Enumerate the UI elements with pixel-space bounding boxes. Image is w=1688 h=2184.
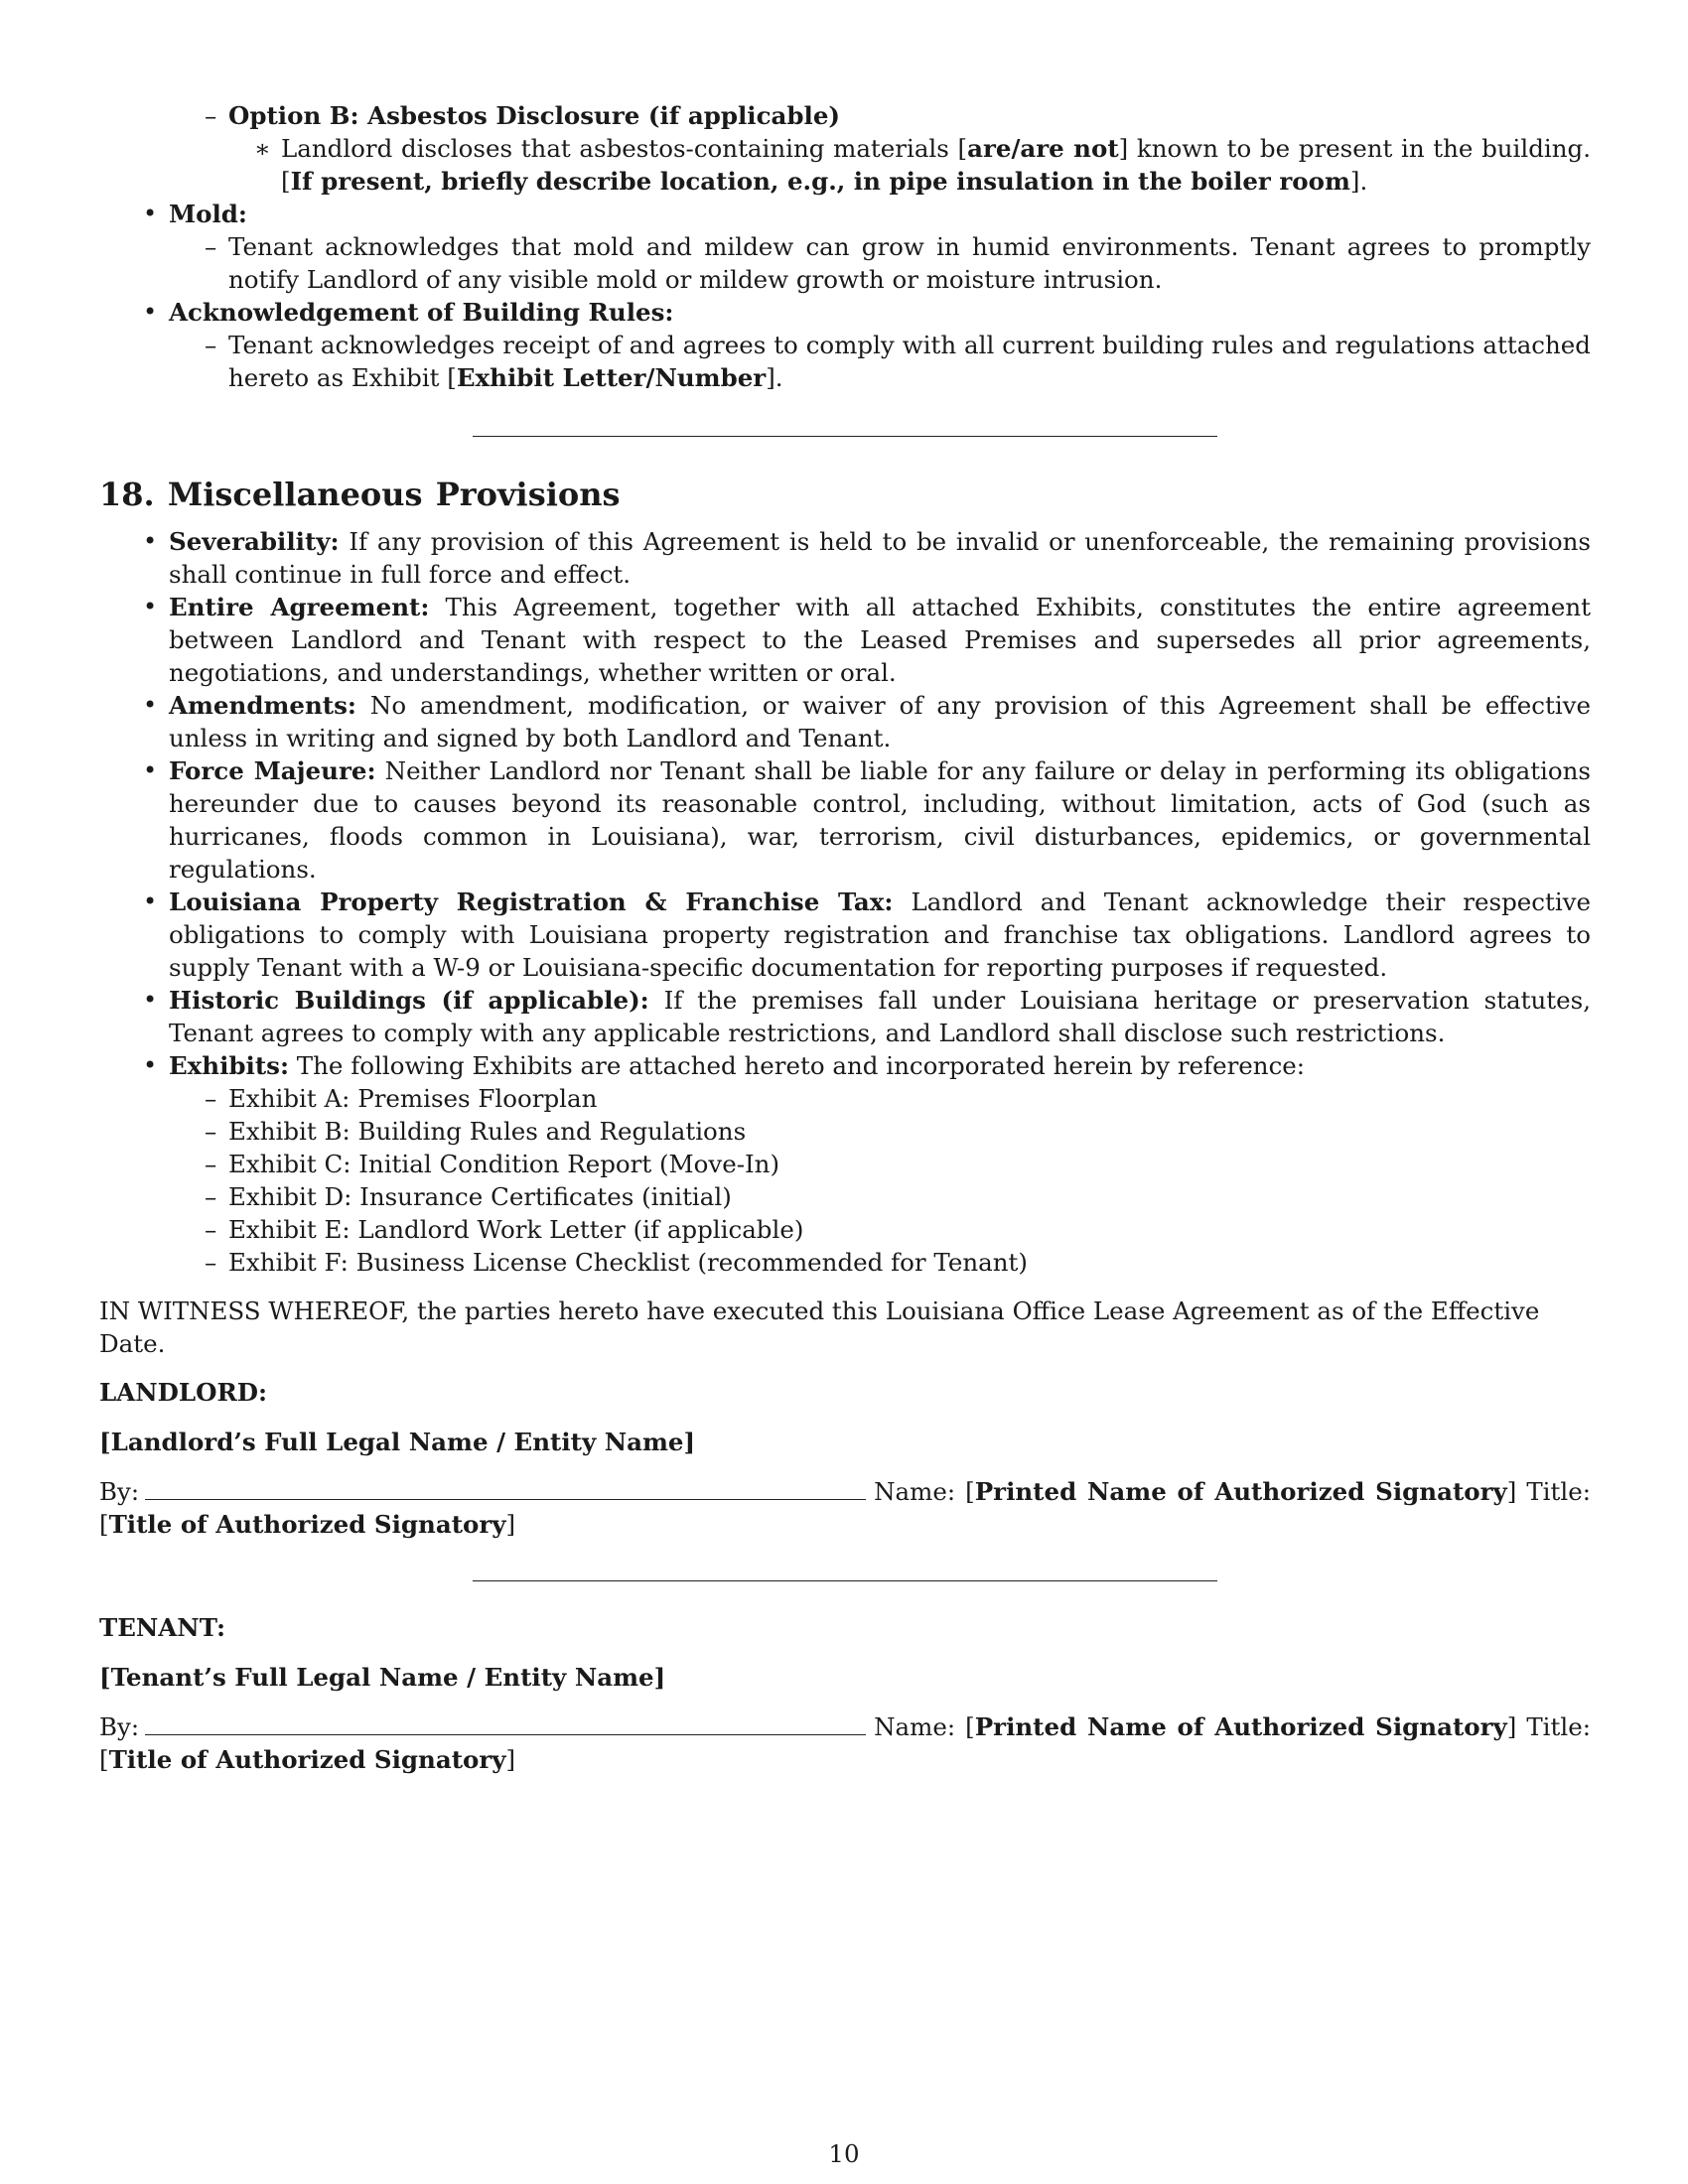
provision-label: Amendments: xyxy=(169,691,356,720)
exhibits-list xyxy=(169,1082,1591,1279)
section-heading xyxy=(99,475,1591,514)
provision-label: Historic Buildings (if applicable): xyxy=(169,986,649,1015)
asbestos-disclosure-text xyxy=(228,132,1591,198)
landlord-heading xyxy=(99,1376,1591,1409)
landlord-entity xyxy=(99,1426,1591,1458)
exhibit-item: – Exhibit A: Premises Floorplan xyxy=(169,1082,1591,1115)
tenant-printed-name: Printed Name of Authorized Signatory xyxy=(974,1712,1507,1741)
mold-title: Mold: xyxy=(169,200,247,228)
provision-text: Landlord and Tenant acknowledge their respective obligations to comply with Louisiana property registration and franchise tax obligations. Landlord agrees to supply Tenant with a W-9 or Louisiana-specific documentation for reporting purposes if requested. xyxy=(169,887,1592,982)
building-rules-text xyxy=(169,329,1591,394)
text-span: Tenant acknowledges receipt of and agrees to comply with all current building rules and regulations attached hereto as Exhibit [ xyxy=(228,331,1591,392)
exhibit-item: – Exhibit F: Business License Checklist (recommended for Tenant) xyxy=(169,1246,1591,1279)
page-content xyxy=(99,99,1591,1776)
tenant-title-value: Title of Authorized Signatory xyxy=(108,1745,506,1774)
landlord-entity-text: [Landlord’s Full Legal Name / Entity Name] xyxy=(99,1428,696,1456)
building-rules-sublist xyxy=(169,329,1591,394)
text-span: ] known to be present in the building. [ xyxy=(281,134,1591,196)
option-list xyxy=(99,99,1591,198)
tenant-heading-text: TENANT: xyxy=(99,1613,226,1642)
provision-item xyxy=(99,689,1591,754)
witness-statement: IN WITNESS WHEREOF, the parties hereto have executed this Louisiana Office Lease Agreement as of the Effective Date. xyxy=(99,1297,1540,1358)
section-number: 18. xyxy=(99,476,155,513)
tenant-signature-line[interactable] xyxy=(145,1714,866,1735)
landlord-signature-block: By: Name: [Printed Name of Authorized Signatory] Title: [Title of Authorized Signatory] xyxy=(99,1477,1591,1539)
option-b-item xyxy=(169,99,1591,198)
exhibit-item: – Exhibit E: Landlord Work Letter (if applicable) xyxy=(169,1213,1591,1246)
provision-text: If any provision of this Agreement is held to be invalid or unenforceable, the remaining provisions shall continue in full force and effect. xyxy=(169,527,1591,589)
by-label: By: xyxy=(99,1477,140,1506)
provision-item xyxy=(99,754,1591,886)
landlord-title-value: Title of Authorized Signatory xyxy=(108,1510,506,1539)
landlord-heading-text: LANDLORD: xyxy=(99,1378,268,1407)
provision-text: This Agreement, together with all attached Exhibits, constitutes the entire agreement between Landlord and Tenant with respect to the Leased Premises and supersedes all prior agreements, negotiations, and understandings, whether written or oral. xyxy=(169,593,1592,687)
landlord-signature-line[interactable] xyxy=(145,1479,866,1500)
tenant-entity-text: [Tenant’s Full Legal Name / Entity Name] xyxy=(99,1663,666,1692)
provision-text: No amendment, modification, or waiver of any provision of this Agreement shall be effective unless in writing and signed by both Landlord and Tenant. xyxy=(169,691,1591,752)
placeholder-are-are-not: are/are not xyxy=(967,134,1119,163)
text-span: ]. xyxy=(1349,167,1368,196)
mold-sublist xyxy=(169,230,1591,296)
exhibit-item: – Exhibit C: Initial Condition Report (Move-In) xyxy=(169,1148,1591,1180)
landlord-printed-name: Printed Name of Authorized Signatory xyxy=(974,1477,1507,1506)
name-label: Name: xyxy=(874,1712,956,1741)
mold-item xyxy=(99,198,1591,296)
provision-text: If the premises fall under Louisiana heritage or preservation statutes, Tenant agrees to comply with any applicable restrictions, and Landlord shall disclose such restrictions. xyxy=(169,986,1591,1047)
placeholder-location: If present, briefly describe location, e.g., in pipe insulation in the boiler room xyxy=(290,167,1350,196)
placeholder-exhibit: Exhibit Letter/Number xyxy=(456,363,767,392)
provision-item xyxy=(99,1049,1591,1279)
tenant-heading xyxy=(99,1611,1591,1644)
provision-item xyxy=(99,525,1591,591)
text-span: ]. xyxy=(766,363,783,392)
environmental-list xyxy=(99,198,1591,394)
page-number: 10 xyxy=(828,2139,860,2168)
section-title: Miscellaneous Provisions xyxy=(167,476,621,513)
provision-label: Entire Agreement: xyxy=(169,593,430,621)
provision-label: Louisiana Property Registration & Franchise Tax: xyxy=(169,887,894,916)
mold-text: – Tenant acknowledges that mold and mildew can grow in humid environments. Tenant agrees to promptly notify Landlord of any visible mold or mildew growth or moisture intrusion. xyxy=(169,230,1591,296)
provision-text: Neither Landlord nor Tenant shall be liable for any failure or delay in performing its obligations hereunder due to causes beyond its reasonable control, including, without limitation, acts of God (such as hurricanes, floods common in Louisiana), war, terrorism, civil disturbances, epidemics, or governmental regulations. xyxy=(169,756,1591,884)
by-label: By: xyxy=(99,1712,140,1741)
provisions-list xyxy=(99,525,1591,1279)
provision-label: Severability: xyxy=(169,527,340,556)
provision-item xyxy=(99,591,1591,689)
provision-text: The following Exhibits are attached hereto and incorporated herein by reference: xyxy=(296,1051,1306,1080)
name-label: Name: xyxy=(874,1477,956,1506)
text-span: Landlord discloses that asbestos-containing materials [ xyxy=(281,134,968,163)
building-rules-title: Acknowledgement of Building Rules: xyxy=(169,298,674,327)
exhibit-item: – Exhibit B: Building Rules and Regulations xyxy=(169,1115,1591,1148)
building-rules-item xyxy=(99,296,1591,394)
provision-item xyxy=(99,886,1591,984)
title-label: Title: xyxy=(1526,1477,1591,1506)
title-label: Title: xyxy=(1526,1712,1591,1741)
exhibit-item: – Exhibit D: Insurance Certificates (initial) xyxy=(169,1180,1591,1213)
provision-label: Exhibits: xyxy=(169,1051,289,1080)
provision-item xyxy=(99,984,1591,1049)
option-b-title: Option B: Asbestos Disclosure (if applicable) xyxy=(228,101,841,130)
option-b-sublist xyxy=(228,132,1591,198)
tenant-signature-block: By: Name: [Printed Name of Authorized Signatory] Title: [Title of Authorized Signatory] xyxy=(99,1712,1591,1774)
tenant-entity xyxy=(99,1661,1591,1694)
provision-label: Force Majeure: xyxy=(169,756,376,785)
